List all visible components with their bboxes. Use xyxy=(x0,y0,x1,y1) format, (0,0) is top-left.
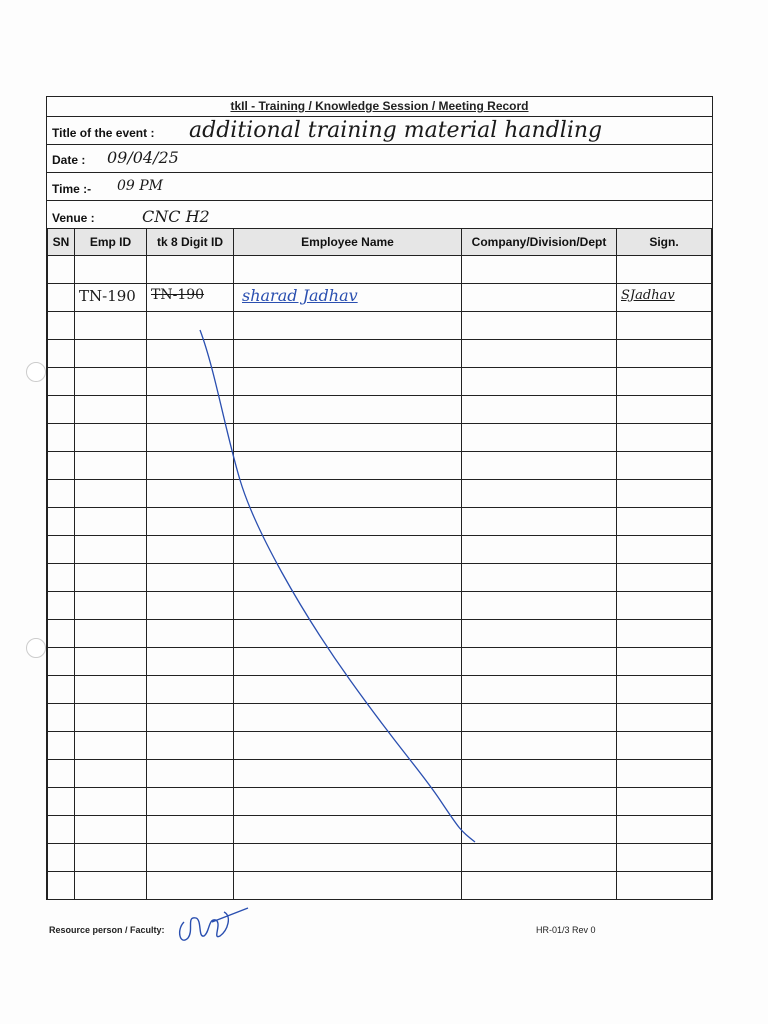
employee-signature: SJadhav xyxy=(621,288,675,303)
column-header: Company/Division/Dept xyxy=(462,229,617,256)
signature-cell xyxy=(617,676,712,704)
table-row xyxy=(48,480,712,508)
signature-cell xyxy=(617,704,712,732)
table-row xyxy=(48,508,712,536)
sn-cell xyxy=(48,872,75,900)
digit-id-cell xyxy=(147,732,234,760)
form-header-row xyxy=(47,97,712,117)
sn-cell xyxy=(48,396,75,424)
department-cell xyxy=(462,396,617,424)
emp-id-cell xyxy=(75,396,147,424)
table-row xyxy=(48,732,712,760)
sn-cell xyxy=(48,788,75,816)
department-cell xyxy=(462,480,617,508)
sn-cell xyxy=(48,508,75,536)
column-header: Employee Name xyxy=(234,229,462,256)
digit-id-cell xyxy=(147,424,234,452)
digit-id-cell xyxy=(147,368,234,396)
table-row xyxy=(48,564,712,592)
sn-cell xyxy=(48,312,75,340)
column-header: tk 8 Digit ID xyxy=(147,229,234,256)
venue-row xyxy=(47,201,712,228)
table-row xyxy=(48,788,712,816)
department-cell xyxy=(462,564,617,592)
emp-id-value: TN-190 xyxy=(79,287,136,305)
date-value: 09/04/25 xyxy=(107,148,179,167)
time-label: Time :- xyxy=(52,182,92,196)
signature-cell xyxy=(617,536,712,564)
emp-id-cell xyxy=(75,844,147,872)
digit-id-cell xyxy=(147,592,234,620)
event-title-value: additional training material handling xyxy=(189,118,603,143)
employee-name-cell xyxy=(234,340,462,368)
sn-cell xyxy=(48,592,75,620)
department-cell xyxy=(462,676,617,704)
emp-id-cell xyxy=(75,312,147,340)
department-cell xyxy=(462,732,617,760)
emp-id-cell xyxy=(75,704,147,732)
table-row xyxy=(48,676,712,704)
digit-id-cell xyxy=(147,508,234,536)
department-cell xyxy=(462,872,617,900)
meeting-record-form xyxy=(46,96,713,900)
employee-name-cell xyxy=(234,536,462,564)
digit-id-cell xyxy=(147,816,234,844)
table-row xyxy=(48,872,712,900)
department-cell xyxy=(462,788,617,816)
signature-cell xyxy=(617,340,712,368)
department-cell xyxy=(462,620,617,648)
table-row xyxy=(48,760,712,788)
form-title: tkIl - Training / Knowledge Session / Meeting Record xyxy=(230,99,529,113)
employee-name-cell xyxy=(234,732,462,760)
sn-cell xyxy=(48,844,75,872)
attendance-table xyxy=(47,228,712,900)
digit-id-value: TN-190 xyxy=(151,287,205,303)
document-code: HR-01/3 Rev 0 xyxy=(536,925,596,935)
employee-name-cell xyxy=(234,676,462,704)
column-header: SN xyxy=(48,229,75,256)
employee-name-cell xyxy=(234,816,462,844)
employee-name-cell xyxy=(234,424,462,452)
sn-cell xyxy=(48,816,75,844)
employee-name-cell xyxy=(234,480,462,508)
department-cell xyxy=(462,592,617,620)
sn-cell xyxy=(48,648,75,676)
sn-cell xyxy=(48,676,75,704)
sn-cell xyxy=(48,256,75,284)
resource-person-label: Resource person / Faculty: xyxy=(49,925,165,935)
emp-id-cell xyxy=(75,872,147,900)
department-cell xyxy=(462,340,617,368)
digit-id-cell xyxy=(147,760,234,788)
employee-name-cell xyxy=(234,620,462,648)
table-row xyxy=(48,368,712,396)
column-header: Sign. xyxy=(617,229,712,256)
digit-id-cell xyxy=(147,676,234,704)
department-cell xyxy=(462,312,617,340)
signature-cell xyxy=(617,256,712,284)
signature-cell xyxy=(617,312,712,340)
faculty-signature xyxy=(172,902,252,952)
signature-cell xyxy=(617,480,712,508)
table-row xyxy=(48,312,712,340)
sn-cell xyxy=(48,340,75,368)
signature-cell xyxy=(617,508,712,536)
digit-id-cell xyxy=(147,536,234,564)
signature-cell xyxy=(617,424,712,452)
table-row xyxy=(48,704,712,732)
department-cell xyxy=(462,704,617,732)
emp-id-cell xyxy=(75,732,147,760)
department-cell xyxy=(462,256,617,284)
signature-cell xyxy=(617,788,712,816)
signature-cell xyxy=(617,732,712,760)
date-label: Date : xyxy=(52,153,86,167)
emp-id-cell xyxy=(75,648,147,676)
digit-id-cell xyxy=(147,480,234,508)
punch-hole xyxy=(26,638,46,658)
signature-cell xyxy=(617,284,712,312)
sn-cell xyxy=(48,424,75,452)
digit-id-cell xyxy=(147,872,234,900)
employee-name-cell xyxy=(234,508,462,536)
employee-name-cell xyxy=(234,844,462,872)
department-cell xyxy=(462,508,617,536)
employee-name-cell xyxy=(234,452,462,480)
table-row xyxy=(48,648,712,676)
signature-cell xyxy=(617,564,712,592)
signature-cell xyxy=(617,872,712,900)
employee-name-cell xyxy=(234,704,462,732)
table-row xyxy=(48,592,712,620)
sn-cell xyxy=(48,284,75,312)
sn-cell xyxy=(48,480,75,508)
department-cell xyxy=(462,816,617,844)
emp-id-cell xyxy=(75,788,147,816)
employee-name-cell xyxy=(234,256,462,284)
emp-id-cell xyxy=(75,816,147,844)
employee-name-cell xyxy=(234,396,462,424)
event-title-label: Title of the event : xyxy=(52,126,155,140)
digit-id-cell xyxy=(147,620,234,648)
digit-id-cell xyxy=(147,312,234,340)
employee-name-cell xyxy=(234,788,462,816)
emp-id-cell xyxy=(75,760,147,788)
punch-hole xyxy=(26,362,46,382)
digit-id-cell xyxy=(147,564,234,592)
sn-cell xyxy=(48,452,75,480)
department-cell xyxy=(462,368,617,396)
emp-id-cell xyxy=(75,592,147,620)
table-row xyxy=(48,452,712,480)
emp-id-cell xyxy=(75,452,147,480)
department-cell xyxy=(462,452,617,480)
table-row xyxy=(48,396,712,424)
department-cell xyxy=(462,284,617,312)
column-header: Emp ID xyxy=(75,229,147,256)
signature-cell xyxy=(617,816,712,844)
emp-id-cell xyxy=(75,424,147,452)
table-row xyxy=(48,256,712,284)
signature-cell xyxy=(617,620,712,648)
department-cell xyxy=(462,424,617,452)
venue-label: Venue : xyxy=(52,211,95,225)
digit-id-cell xyxy=(147,844,234,872)
table-header-row xyxy=(48,229,712,256)
table-row xyxy=(48,424,712,452)
employee-name-cell xyxy=(234,648,462,676)
signature-cell xyxy=(617,368,712,396)
employee-name-cell xyxy=(234,760,462,788)
digit-id-cell xyxy=(147,648,234,676)
sn-cell xyxy=(48,732,75,760)
table-row xyxy=(48,620,712,648)
sn-cell xyxy=(48,704,75,732)
sn-cell xyxy=(48,760,75,788)
signature-cell xyxy=(617,648,712,676)
digit-id-cell xyxy=(147,452,234,480)
sn-cell xyxy=(48,368,75,396)
digit-id-cell xyxy=(147,284,234,312)
employee-name-cell xyxy=(234,312,462,340)
emp-id-cell xyxy=(75,536,147,564)
digit-id-cell xyxy=(147,788,234,816)
signature-cell xyxy=(617,452,712,480)
department-cell xyxy=(462,536,617,564)
emp-id-cell xyxy=(75,480,147,508)
digit-id-cell xyxy=(147,704,234,732)
venue-value: CNC H2 xyxy=(142,207,210,226)
signature-cell xyxy=(617,760,712,788)
emp-id-cell xyxy=(75,284,147,312)
table-row xyxy=(48,816,712,844)
table-row xyxy=(48,536,712,564)
department-cell xyxy=(462,648,617,676)
signature-cell xyxy=(617,844,712,872)
department-cell xyxy=(462,844,617,872)
sn-cell xyxy=(48,620,75,648)
time-row xyxy=(47,173,712,201)
digit-id-cell xyxy=(147,340,234,368)
signature-cell xyxy=(617,592,712,620)
employee-name-cell xyxy=(234,564,462,592)
employee-name-cell xyxy=(234,592,462,620)
table-row xyxy=(48,844,712,872)
emp-id-cell xyxy=(75,676,147,704)
table-row xyxy=(48,284,712,312)
date-row xyxy=(47,145,712,173)
employee-name-value: sharad Jadhav xyxy=(242,286,358,305)
signature-cell xyxy=(617,396,712,424)
employee-name-cell xyxy=(234,872,462,900)
sn-cell xyxy=(48,564,75,592)
digit-id-cell xyxy=(147,256,234,284)
department-cell xyxy=(462,760,617,788)
emp-id-cell xyxy=(75,508,147,536)
sn-cell xyxy=(48,536,75,564)
employee-name-cell xyxy=(234,368,462,396)
emp-id-cell xyxy=(75,620,147,648)
emp-id-cell xyxy=(75,368,147,396)
time-value: 09 PM xyxy=(117,178,164,194)
emp-id-cell xyxy=(75,256,147,284)
employee-name-cell xyxy=(234,284,462,312)
emp-id-cell xyxy=(75,340,147,368)
digit-id-cell xyxy=(147,396,234,424)
table-row xyxy=(48,340,712,368)
event-title-row xyxy=(47,117,712,145)
emp-id-cell xyxy=(75,564,147,592)
